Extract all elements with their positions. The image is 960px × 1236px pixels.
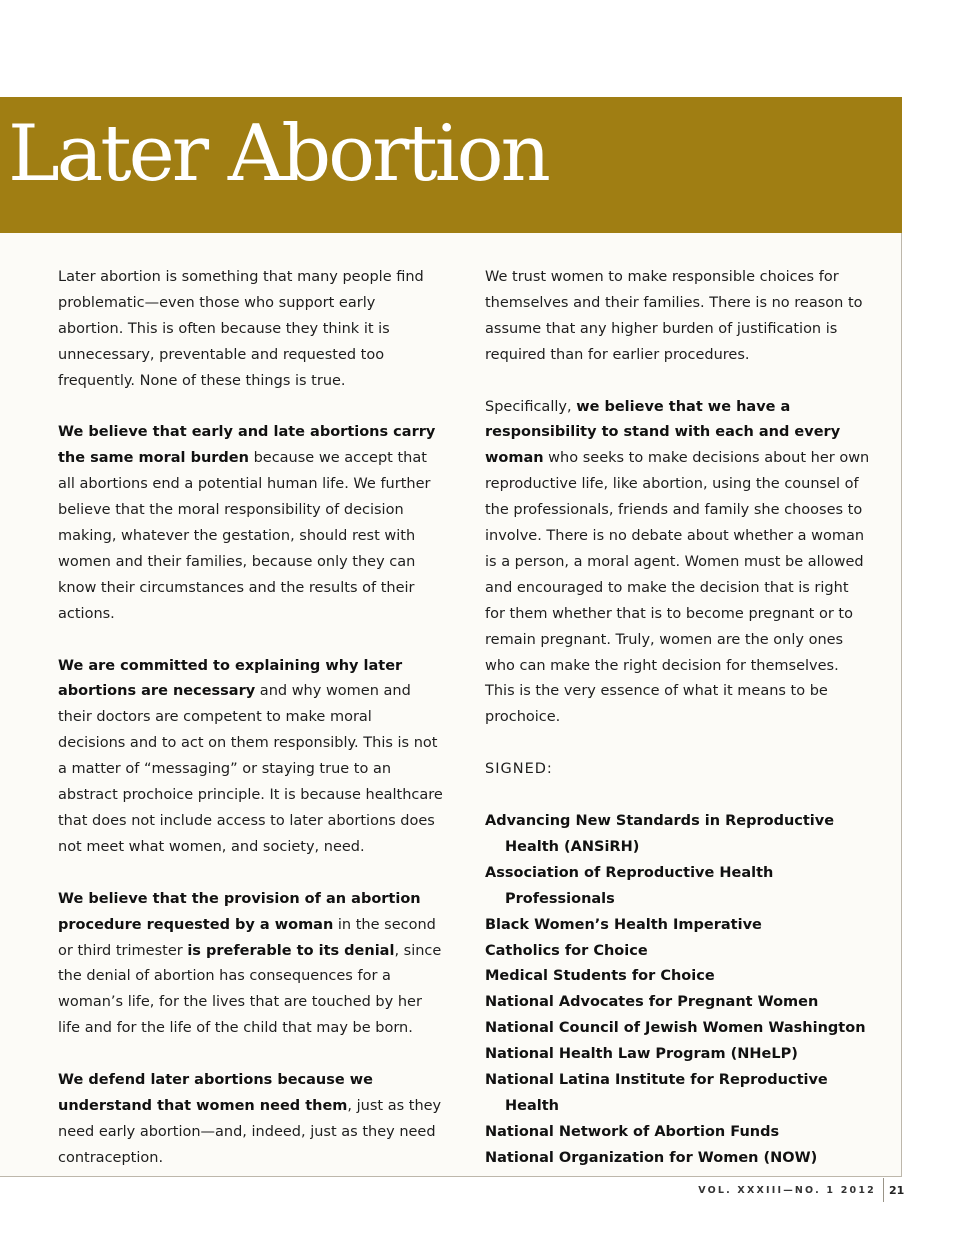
provision-bold-1: We believe that the provision of an abortion procedure requested by a woman (58, 890, 421, 933)
signer-item: Association of Reproductive Health Professionals (485, 864, 774, 907)
responsibility-start: Specifically, (485, 398, 577, 415)
signer-item: National Latina Institute for Reproductive Health (485, 1072, 828, 1114)
signer-item: Medical Students for Choice (485, 968, 715, 985)
committed-text: and why women and their doctors are competent to make moral decisions and to act on them responsibly. This is not a matter of “messaging” or staying true to an abstract prochoice principle. It is because healthcare that does not include access to later abortions does not meet what women, and society, need. (58, 683, 443, 855)
paragraph-intro (58, 265, 443, 395)
volume-info: VOL. XXXIII—NO. 1 2012 (698, 1185, 876, 1196)
committed-bold: We are committed to explaining why later abortions are necessary (58, 657, 403, 700)
responsibility-text: who seeks to make decisions about her own reproductive life, like abortion, using the counsel of the professionals, friends and family she chooses to involve. There is no debate about whether a woman is a person, a moral agent. Women must be allowed and encouraged to make the decision that is right for them whether that is to become pregnant or to remain pregnant. Truly, women are the only ones who can make the right decision for themselves. This is the very essence of what it means to be prochoice. (485, 450, 870, 726)
signer-item: National Council of Jewish Women Washington (485, 1020, 866, 1037)
provision-text-rest: , since the denial of abortion has consequences for a woman’s life, for the lives that are touched by her life and for the life of the child that may be born. (58, 942, 442, 1037)
signer-item: Black Women’s Health Imperative (485, 916, 762, 933)
signer-item: Catholics for Choice (485, 942, 648, 959)
left-column (58, 265, 443, 1198)
moral-burden-bold: We believe that early and late abortions carry the same moral burden (58, 424, 436, 467)
signer-item: National Organization for Women (NOW) (485, 1149, 818, 1166)
signer-item: Advancing New Standards in Reproductive Health (ANSiRH) (485, 812, 835, 855)
paragraph-moral-burden (58, 420, 443, 627)
right-column (485, 265, 870, 1172)
trust-text: We trust women to make responsible choices for themselves and their families. There is no reason to assume that any higher burden of justification is required than for earlier procedures. (485, 269, 863, 363)
signer-item: National Advocates for Pregnant Women (485, 994, 819, 1011)
paragraph-provision (58, 887, 443, 1042)
paragraph-responsibility (485, 395, 870, 732)
provision-bold-2: is preferable to its denial (187, 942, 395, 959)
page-footer (0, 1184, 960, 1200)
signer-item: National Network of Abortion Funds (485, 1123, 780, 1140)
signer-item: National Health Law Program (NHeLP) (485, 1046, 798, 1063)
moral-burden-text: because we accept that all abortions end a potential human life. We further believe that the moral responsibility of decision making, whatever the gestation, should rest with women and their families, because only they can know their circumstances and the results of their actions. (58, 450, 431, 622)
paragraph-trust (485, 265, 870, 369)
paragraph-intro-text: Later abortion is something that many people find problematic—even those who support early abortion. This is often because they think it is unnecessary, preventable and requested too frequently. None of these things is true. (58, 269, 424, 389)
responsibility-bold: we believe that we have a responsibility to stand with each and every woman (485, 398, 841, 467)
paragraph-defend (58, 1068, 443, 1172)
page-number: 21 (889, 1184, 905, 1197)
provision-text-mid: in the second or third trimester (58, 916, 436, 959)
defend-bold: We defend later abortions because we understand that women need them (58, 1072, 373, 1114)
page-title: Later Abortion (8, 109, 548, 199)
footer-divider (883, 1178, 884, 1202)
title-band (0, 97, 902, 233)
paragraph-committed (58, 654, 443, 861)
signed-label: SIGNED: (485, 761, 553, 778)
defend-text: , just as they need early abortion—and, indeed, just as they need contraception. (58, 1097, 442, 1166)
signers-list (485, 809, 870, 1172)
